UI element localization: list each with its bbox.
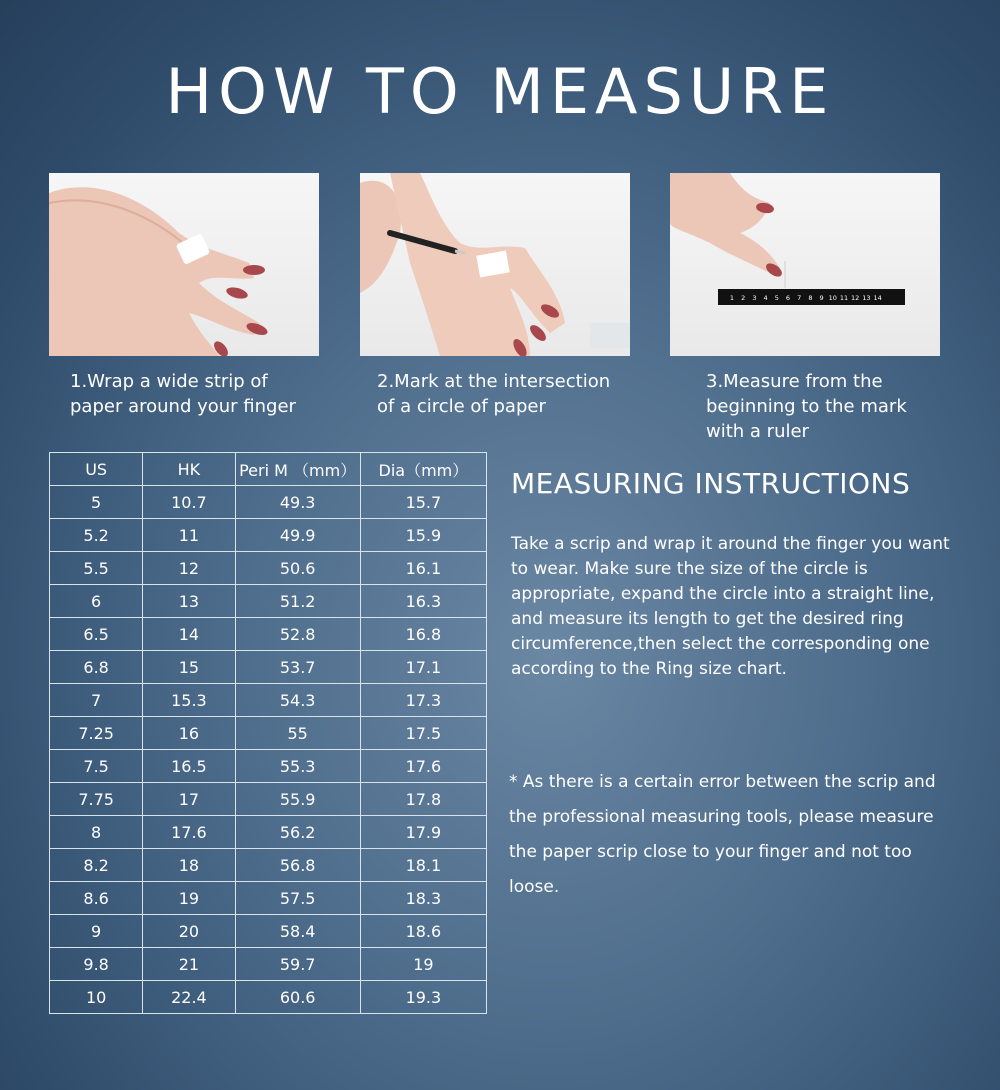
table-cell: 16: [143, 717, 235, 750]
table-row: [50, 882, 487, 915]
table-cell: 55: [235, 717, 360, 750]
table-row: [50, 717, 487, 750]
table-cell: 12: [143, 552, 235, 585]
table-cell: 5.2: [50, 519, 143, 552]
table-cell: 20: [143, 915, 235, 948]
table-cell: 56.2: [235, 816, 360, 849]
step-2-photo: [360, 173, 630, 356]
table-row: [50, 585, 487, 618]
table-cell: 56.8: [235, 849, 360, 882]
header-hk: HK: [143, 453, 235, 486]
table-cell: 60.6: [235, 981, 360, 1014]
ruler-number: 5: [774, 294, 779, 302]
page-title: HOW TO MEASURE: [165, 55, 835, 128]
table-cell: 11: [143, 519, 235, 552]
table-cell: 10: [50, 981, 143, 1014]
instructions-heading: MEASURING INSTRUCTIONS: [511, 467, 911, 500]
step-3-photo: [670, 173, 940, 356]
table-cell: 17: [143, 783, 235, 816]
table-cell: 15.7: [360, 486, 486, 519]
table-cell: 52.8: [235, 618, 360, 651]
header-perimeter: Peri M （mm）: [235, 453, 360, 486]
table-cell: 17.6: [143, 816, 235, 849]
table-cell: 6: [50, 585, 143, 618]
step-1-photo: [49, 173, 319, 356]
table-cell: 17.8: [360, 783, 486, 816]
table-cell: 53.7: [235, 651, 360, 684]
table-cell: 16.5: [143, 750, 235, 783]
table-cell: 8: [50, 816, 143, 849]
table-cell: 22.4: [143, 981, 235, 1014]
instructions-body: Take a scrip and wrap it around the finger you want to wear. Make sure the size of the circle is appropriate, expand the circle into a straight line, and measure its length to get the desired ring circumference,then select the corresponding one according to the Ring size chart.: [511, 534, 950, 679]
table-cell: 8.6: [50, 882, 143, 915]
ring-size-table: [49, 452, 487, 1014]
table-cell: 18.3: [360, 882, 486, 915]
table-cell: 18.1: [360, 849, 486, 882]
table-cell: 17.6: [360, 750, 486, 783]
table-cell: 21: [143, 948, 235, 981]
ruler-number: 11: [839, 294, 849, 302]
table-cell: 55.3: [235, 750, 360, 783]
table-cell: 17.1: [360, 651, 486, 684]
ruler-number: 4: [763, 294, 768, 302]
table-cell: 19: [143, 882, 235, 915]
table-cell: 7.75: [50, 783, 143, 816]
table-cell: 17.3: [360, 684, 486, 717]
table-cell: 18.6: [360, 915, 486, 948]
table-cell: 8.2: [50, 849, 143, 882]
table-row: [50, 816, 487, 849]
step-3-caption: 3.Measure from the beginning to the mark with a ruler: [706, 371, 907, 442]
ruler-number: 9: [819, 294, 824, 302]
table-cell: 58.4: [235, 915, 360, 948]
step-2-caption: 2.Mark at the intersection of a circle of paper: [377, 371, 611, 417]
ruler-number: 3: [752, 294, 757, 302]
table-row: [50, 651, 487, 684]
header-us: US: [50, 453, 143, 486]
ruler-number: 8: [808, 294, 813, 302]
table-cell: 17.9: [360, 816, 486, 849]
instructions-note: * As there is a certain error between the scrip and the professional measuring tools, please measure the paper scrip close to your finger and not too loose.: [509, 772, 936, 897]
table-cell: 13: [143, 585, 235, 618]
table-cell: 59.7: [235, 948, 360, 981]
step-1-caption: 1.Wrap a wide strip of paper around your finger: [70, 371, 296, 417]
table-cell: 54.3: [235, 684, 360, 717]
table-row: [50, 684, 487, 717]
table-cell: 9: [50, 915, 143, 948]
table-cell: 51.2: [235, 585, 360, 618]
table-row: [50, 849, 487, 882]
table-header-row: [50, 453, 487, 486]
header-diameter: Dia（mm）: [360, 453, 486, 486]
table-cell: 55.9: [235, 783, 360, 816]
table-row: [50, 519, 487, 552]
table-row: [50, 915, 487, 948]
table-cell: 15.9: [360, 519, 486, 552]
ruler-number: 1: [729, 294, 735, 302]
table-cell: 7.5: [50, 750, 143, 783]
table-cell: 49.3: [235, 486, 360, 519]
ruler-number: 2: [741, 294, 746, 302]
table-row: [50, 981, 487, 1014]
table-row: [50, 618, 487, 651]
table-cell: 7: [50, 684, 143, 717]
table-cell: 6.8: [50, 651, 143, 684]
ruler-number: 12: [851, 294, 860, 302]
table-cell: 5.5: [50, 552, 143, 585]
table-row: [50, 783, 487, 816]
table-cell: 18: [143, 849, 235, 882]
ruler-number: 6: [785, 294, 791, 302]
table-cell: 5: [50, 486, 143, 519]
table-cell: 57.5: [235, 882, 360, 915]
table-cell: 10.7: [143, 486, 235, 519]
table-cell: 15.3: [143, 684, 235, 717]
ruler-number: 14: [873, 294, 882, 302]
table-cell: 16.1: [360, 552, 486, 585]
table-cell: 9.8: [50, 948, 143, 981]
table-cell: 7.25: [50, 717, 143, 750]
table-cell: 6.5: [50, 618, 143, 651]
table-cell: 17.5: [360, 717, 486, 750]
table-row: [50, 552, 487, 585]
table-cell: 50.6: [235, 552, 360, 585]
ruler-number: 7: [797, 294, 802, 302]
table-cell: 15: [143, 651, 235, 684]
table-row: [50, 486, 487, 519]
ruler-number: 10: [828, 294, 837, 302]
table-cell: 16.3: [360, 585, 486, 618]
ruler-number: 13: [862, 294, 871, 302]
table-cell: 49.9: [235, 519, 360, 552]
table-row: [50, 948, 487, 981]
table-cell: 16.8: [360, 618, 486, 651]
table-cell: 19: [360, 948, 486, 981]
table-cell: 19.3: [360, 981, 486, 1014]
table-cell: 14: [143, 618, 235, 651]
table-row: [50, 750, 487, 783]
